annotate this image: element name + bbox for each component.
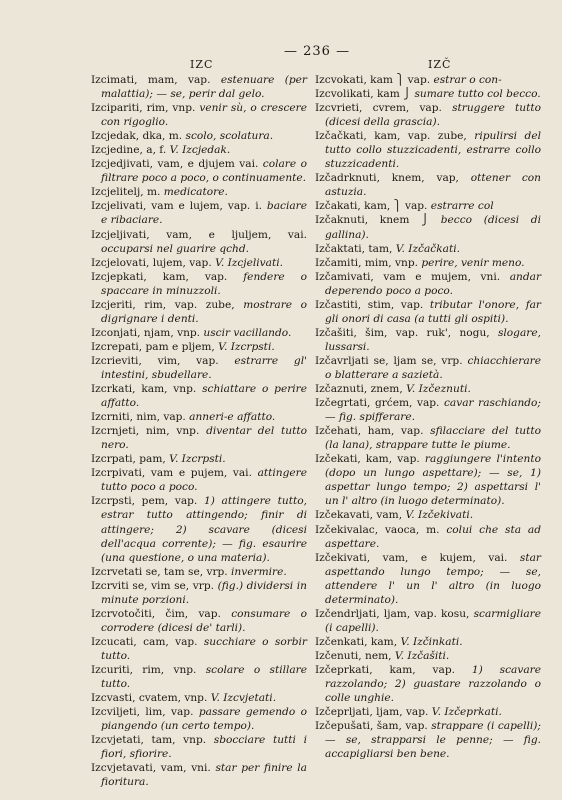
entry-headword: Izcrepati, pam e pljem, (91, 340, 215, 353)
dictionary-entry (91, 607, 307, 635)
entry-definition: estrar o con- (433, 74, 502, 86)
entry-definition: V. Izčašiti. (394, 649, 450, 662)
entry-definition: V. Izcrpsti. (218, 340, 275, 353)
dictionary-entry (315, 649, 541, 663)
dictionary-entry (91, 298, 307, 326)
entry-definition: V. Izčekivati. (405, 509, 474, 522)
dictionary-entry (91, 761, 307, 789)
entry-headword: Izčamivati, vam e mujem, vni. (315, 270, 501, 283)
entry-definition: slogare, lussarsi. (325, 326, 541, 353)
entry-definition: ripulirsi del tutto collo stuzzicadenti, estrarre collo stuzzicadenti. (325, 130, 541, 171)
dictionary-entry (91, 579, 307, 607)
entry-headword: Izcrvotočiti, čim, vap. (91, 607, 221, 620)
dictionary-entry (91, 73, 307, 101)
entry-headword: Izcvasti, cvatem, vnp. (91, 692, 208, 705)
entry-definition: V. Izčinkati. (400, 635, 463, 648)
entry-headword: Izcuriti, rim, vnp. (91, 663, 197, 676)
entry-definition: star aspettando lungo tempo; — se, attendere l' un l' altro (in luogo determinato). (325, 551, 541, 606)
entry-headword: Izcrkati, kam, vnp. (91, 383, 197, 396)
entry-headword: Izcrieviti, vim, vap. (91, 354, 219, 367)
entry-headword: Izčendrljati, ljam, vap. kosu, (315, 607, 470, 620)
dictionary-entry (315, 270, 541, 298)
dictionary-entry (315, 663, 541, 705)
dictionary-entry (315, 719, 541, 761)
entry-headword: Izcrpati, pam, (91, 453, 166, 466)
entry-definition: anneri-e affatto. (189, 411, 276, 424)
entry-definition: consumare o corrodere (dicesi de' tarli). (101, 607, 307, 634)
entry-headword: Izčadrknuti, knem, vap, (315, 172, 459, 185)
dictionary-entry (315, 199, 541, 213)
dictionary-entry (91, 185, 307, 199)
dictionary-entry (91, 340, 307, 354)
dictionary-entry (91, 382, 307, 410)
entry-definition: star per finire la fioritura. (101, 762, 307, 789)
dictionary-entry (91, 565, 307, 579)
page-number: — 236 — (284, 44, 351, 59)
dictionary-entry (91, 635, 307, 663)
entry-definition: V. Izcjelivati. (215, 256, 283, 269)
entry-definition: scolare o stillare tutto. (101, 663, 308, 691)
entry-definition: colare o filtrare poco a poco, o continuamente. (101, 158, 307, 185)
entry-headword: Izcipariti, rim, vnp. (91, 102, 196, 115)
dictionary-entry (315, 242, 541, 256)
dictionary-entry (315, 607, 541, 635)
entry-definition: (fig.) dividersi in minute porzioni. (101, 579, 307, 606)
dictionary-entry (91, 199, 307, 227)
dictionary-entry (315, 298, 541, 326)
dictionary-entry (91, 663, 307, 691)
dictionary-entry (91, 354, 307, 382)
dictionary-entry (315, 396, 541, 424)
dictionary-entry (91, 452, 307, 466)
entry-definition: fendere o spaccare in minuzzoli. (101, 270, 307, 297)
entry-headword: Izcjelivati, vam e lujem, vap. i. (91, 200, 262, 213)
page-header (0, 44, 562, 71)
entry-headword: Izčamiti, mim, vnp. (315, 256, 418, 269)
entry-headword: Izčašiti, šim, vap. ruk', nogu, (315, 326, 490, 339)
entry-headword: Izčaktati, tam, (315, 242, 393, 255)
entry-definition: sbocciare tutti i fiori, sfiorire. (101, 734, 307, 761)
entry-headword: Izcjepkati, kam, vap. (91, 270, 228, 283)
entry-headword: Izčekavati, vam, (315, 509, 403, 522)
entry-headword: Izčaznuti, znem, (315, 383, 403, 396)
entry-definition: sumare tutto col becco. (414, 88, 541, 101)
right-column (315, 73, 541, 761)
entry-headword: Izcvjetavati, vam, vni. (91, 762, 211, 775)
entry-headword: Izcjedak, dka, m. (91, 130, 183, 143)
entry-definition: chiacchierare o blatterare a sazietà. (325, 354, 542, 381)
entry-definition: schiattare o perire affatto. (101, 383, 308, 410)
entry-headword: Izcjedjivati, vam, e djujem vai. (91, 158, 259, 171)
entry-definition: V. Izčačkati. (395, 242, 460, 255)
entry-definition: estenuare (per malattia); — se, perir dal gelo. (101, 74, 307, 101)
dictionary-entry (315, 326, 541, 354)
entry-headword: Izčenuti, nem, (315, 649, 392, 662)
left-guide-word: IZC (190, 58, 214, 71)
dictionary-entry (315, 213, 541, 241)
dictionary-entry (315, 101, 541, 129)
entry-headword: Izčeprkati, kam, vap. (315, 663, 455, 676)
entry-definition: V. Izcjedak. (169, 144, 231, 157)
entry-headword: Izcviljeti, lim, vap. (91, 706, 194, 719)
dictionary-entry (91, 256, 307, 270)
entry-headword: Izcjeriti, rim, vap. zube, (91, 298, 235, 311)
entry-headword: Izcimati, mam, vap. (91, 74, 211, 86)
entry-headword: Izcucati, cam, vap. (91, 635, 198, 648)
entry-headword: Izcrpivati, vam e pujem, vai. (91, 467, 252, 480)
entry-definition: occuparsi nel guarire qchd. (101, 242, 250, 255)
dictionary-entry (315, 129, 541, 171)
entry-definition: V. Izčeprkati. (431, 706, 502, 719)
entry-definition: V. Izcrpsti. (169, 453, 226, 466)
entry-definition: V. Izcvjetati. (210, 692, 277, 705)
entry-headword: Izcrnjeti, nim, vnp. (91, 425, 200, 438)
right-guide-word: IZČ (428, 58, 452, 71)
entry-definition: tributar l'onore, far gli onori di casa (a tutti gli ospiti). (325, 298, 541, 325)
left-column (91, 73, 307, 789)
entry-definition: andar deperendo poco a poco. (325, 270, 542, 297)
dictionary-entry (315, 73, 541, 87)
entry-headword: Izcjelitelj, m. (91, 186, 161, 199)
entry-headword: Izcjelovati, lujem, vap. (91, 256, 212, 269)
dictionary-entry (315, 452, 541, 508)
entry-headword: Izčenkati, kam, (315, 635, 398, 648)
entry-definition: sfilacciare del tutto (la lana), strappare tutte le piume. (325, 425, 541, 452)
entry-headword: Izcrviti se, vim se, vrp. (91, 579, 214, 592)
entry-definition: 1) attingere tutto, estrar tutto attingendo; finir di attingere; 2) scavare (dicesi dell'acqua corrente); — fig. esaurire (una questione, o una materia). (101, 495, 307, 564)
entry-definition: uscir vacillando. (203, 326, 292, 339)
dictionary-entry (315, 382, 541, 396)
entry-definition: passare gemendo o piangendo (un certo tempo). (101, 706, 307, 733)
entry-definition: becco (dicesi di gallina). (325, 214, 541, 241)
entry-definition: diventar del tutto nero. (101, 425, 308, 452)
entry-definition: scolo, scolatura. (185, 130, 274, 143)
dictionary-entry (315, 523, 541, 551)
entry-headword: Izčakati, kam, ⎫ vap. (315, 200, 428, 213)
dictionary-entry (91, 691, 307, 705)
entry-definition: colui che sta ad aspettare. (325, 523, 541, 550)
entry-definition: mostrare o digrignare i denti. (101, 298, 307, 325)
entry-headword: Izčavrljati se, ljam se, vrp. (315, 354, 463, 367)
dictionary-entry (315, 705, 541, 719)
entry-headword: Izčačkati, kam, vap. zube, (315, 130, 467, 143)
dictionary-entry (91, 705, 307, 733)
entry-headword: Izcrvetati se, tam se, vrp. (91, 565, 228, 578)
entry-definition: attingere tutto poco a poco. (101, 467, 307, 494)
entry-headword: Izcvrieti, cvrem, vap. (315, 102, 442, 115)
dictionary-entry (315, 551, 541, 607)
entry-headword: Izčastiti, stim, vap. (315, 298, 424, 311)
dictionary-entry (91, 424, 307, 452)
dictionary-entry (91, 326, 307, 340)
entry-definition: invermire. (231, 565, 287, 578)
entry-definition: estrarre col (430, 200, 494, 213)
dictionary-entry (91, 410, 307, 424)
entry-headword: Izčehati, ham, vap. (315, 425, 424, 438)
dictionary-entry (91, 157, 307, 185)
dictionary-entry (91, 270, 307, 298)
entry-definition: scarmigliare (i capelli). (325, 607, 541, 634)
entry-headword: Izčekivalac, vaoca, m. (315, 523, 440, 536)
entry-headword: Izčegrtati, grćem, vap. (315, 397, 440, 410)
dictionary-entry (91, 228, 307, 256)
entry-definition: V. Izčeznuti. (406, 383, 471, 396)
entry-headword: Izcjeljivati, vam, e ljuljem, vai. (91, 228, 307, 241)
entry-headword: Izcrpsti, pem, vap. (91, 495, 198, 508)
entry-headword: Izcjedine, a, f. (91, 144, 167, 157)
entry-headword: Izconjati, njam, vnp. (91, 326, 201, 339)
entry-headword: Izčeprljati, ljam, vap. (315, 706, 429, 719)
entry-definition: strappare (i capelli); — se, strapparsi le penne; — fig. accapigliarsi ben bene. (325, 720, 541, 761)
dictionary-entry (91, 143, 307, 157)
dictionary-entry (91, 733, 307, 761)
entry-headword: Izčekivati, vam, e kujem, vai. (315, 551, 508, 564)
dictionary-entry (91, 101, 307, 129)
dictionary-entry (315, 171, 541, 199)
entry-definition: raggiungere l'intento (dopo un lungo aspettare); — se, 1) aspettar lungo tempo; 2) aspettarsi l' un l' altro (in luogo determinato). (325, 453, 541, 508)
entry-definition: estrarre gl' intestini, sbudellare. (101, 354, 307, 381)
entry-definition: baciare e ribaciare. (101, 200, 307, 227)
dictionary-entry (315, 87, 541, 101)
entry-headword: Izcvolikati, kam ⎭ (315, 88, 412, 101)
dictionary-entry (315, 508, 541, 522)
dictionary-entry (315, 256, 541, 270)
dictionary-entry (315, 424, 541, 452)
entry-headword: Izcvjetati, tam, vnp. (91, 734, 207, 747)
dictionary-entry (91, 129, 307, 143)
entry-definition: struggere tutto (dicesi della grascia). (325, 102, 541, 129)
entry-definition: medicatore. (163, 186, 228, 199)
entry-definition: 1) scavare razzolando; 2) guastare razzolando o colle unghie. (325, 663, 542, 705)
entry-definition: ottener con astuzia. (325, 172, 541, 199)
entry-headword: Izčekati, kam, vap. (315, 453, 420, 466)
entry-headword: Izčaknuti, knem ⎭ (315, 214, 430, 227)
dictionary-entry (315, 354, 541, 382)
entry-definition: succhiare o sorbir tutto. (101, 635, 307, 662)
entry-definition: cavar raschiando; — fig. spifferare. (325, 397, 542, 424)
entry-headword: Izčepušati, šam, vap. (315, 720, 428, 733)
dictionary-entry (91, 494, 307, 564)
dictionary-entry (315, 635, 541, 649)
entry-headword: Izcrniti, nim, vap. (91, 411, 186, 424)
dictionary-entry (91, 466, 307, 494)
entry-headword: Izcvokati, kam ⎫ vap. (315, 74, 431, 86)
entry-definition: perire, venir meno. (421, 256, 525, 269)
entry-definition: venir sù, o crescere con rigoglio. (101, 102, 307, 129)
